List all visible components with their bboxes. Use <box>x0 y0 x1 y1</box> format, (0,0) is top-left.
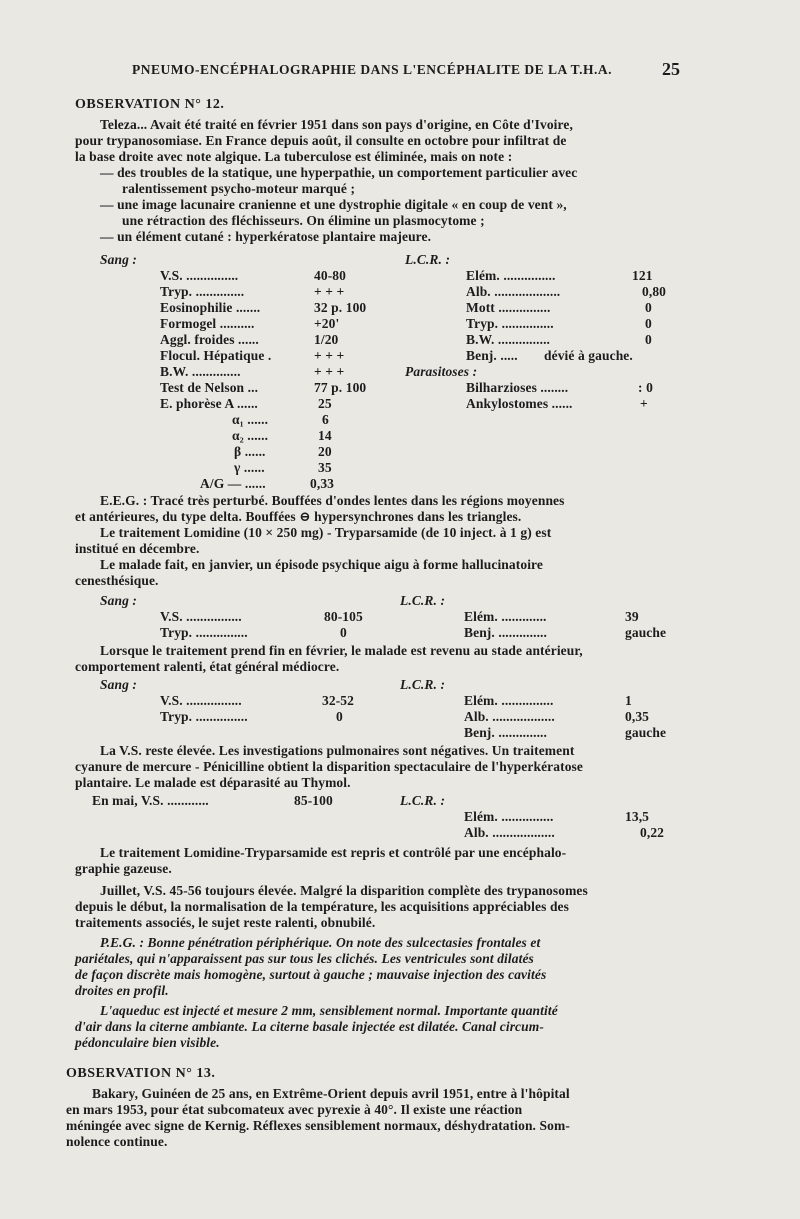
peg-line: de façon discrète mais homogène, surtout à gauche ; mauvaise injection des cavités <box>75 967 547 982</box>
sang-row-label: Tryp. ............... <box>160 709 248 724</box>
vs-elevee-line: La V.S. reste élevée. Les investigations pulmonaires sont négatives. Un traitement <box>100 743 575 758</box>
lcr-row-label: Benj. .............. <box>464 725 547 740</box>
lcr-label: L.C.R. : <box>400 677 446 692</box>
sang-label: Sang : <box>100 593 137 608</box>
sang-row-value: 0 <box>340 625 347 640</box>
aqueduc-line: L'aqueduc est injecté et mesure 2 mm, sensiblement normal. Importante quantité <box>100 1003 558 1018</box>
sang-row-label: β ...... <box>234 444 266 459</box>
juillet-line: Juillet, V.S. 45-56 toujours élevée. Malgré la disparition complète des trypanosomes <box>100 883 588 898</box>
obs13-line: en mars 1953, pour état subcomateux avec pyrexie à 40°. Il existe une réaction <box>66 1102 523 1117</box>
en-mai-label: En mai, V.S. ............ <box>92 793 209 808</box>
sang-row-label: Tryp. ............... <box>160 625 248 640</box>
sang-row-value: 35 <box>318 460 332 475</box>
sang-row-value: 77 p. 100 <box>314 380 367 395</box>
sang-row-value: 25 <box>318 396 332 411</box>
intro-line: pour trypanosomiase. En France depuis août, il consulte en octobre pour infiltrat de <box>75 133 567 148</box>
sang-row-label: V.S. ................ <box>160 609 242 624</box>
sang-row-label: E. phorèse A ...... <box>160 396 258 411</box>
parasitoses-row-value: : 0 <box>638 380 653 395</box>
lcr-row-value: 1 <box>625 693 632 708</box>
obs13-line: Bakary, Guinéen de 25 ans, en Extrême-Orient depuis avril 1951, entre à l'hôpital <box>92 1086 570 1101</box>
lcr-label: L.C.R. : <box>400 593 446 608</box>
lcr-label: L.C.R. : <box>400 793 446 808</box>
lcr-row-label: Elém. ............... <box>464 693 554 708</box>
lcr-row-value: gauche <box>625 725 667 740</box>
running-title: PNEUMO-ENCÉPHALOGRAPHIE DANS L'ENCÉPHALITE DE LA T.H.A. <box>132 62 613 77</box>
sang-row-value: + + + <box>314 348 345 363</box>
eeg-line: E.E.G. : Tracé très perturbé. Bouffées d'ondes lentes dans les régions moyennes <box>100 493 565 508</box>
juillet-line: depuis le début, la normalisation de la température, les acquisitions appréciables des <box>75 899 569 914</box>
parasitoses-row-value: + <box>640 396 648 411</box>
sang-row-value: +20' <box>314 316 340 331</box>
lcr-row-value: 39 <box>625 609 639 624</box>
sang-label: Sang : <box>100 677 137 692</box>
fin-fevrier-line: Lorsque le traitement prend fin en février, le malade est revenu au stade antérieur, <box>100 643 583 658</box>
lcr-row-label: Alb. .................. <box>464 825 555 840</box>
sang-row-value: 14 <box>318 428 332 443</box>
sang-row-label: α₂ ...... <box>232 428 269 443</box>
intro-line: — un élément cutané : hyperkératose plantaire majeure. <box>100 229 432 244</box>
sang-row-label: α₁ ...... <box>232 412 269 427</box>
observation-13-heading: OBSERVATION N° 13. <box>66 1066 216 1081</box>
parasitoses-row-label: Ankylostomes ...... <box>466 396 573 411</box>
lcr-row-value: 0,80 <box>642 284 667 299</box>
intro-line: une rétraction des fléchisseurs. On élimine un plasmocytome ; <box>122 213 485 228</box>
fin-fevrier-line: comportement ralenti, état général médiocre. <box>75 659 340 674</box>
intro-line: la base droite avec note algique. La tuberculose est éliminée, mais on note : <box>75 149 513 164</box>
sang-row-value: + + + <box>314 364 345 379</box>
lcr-row-value: gauche <box>625 625 667 640</box>
sang-row-label: Aggl. froides ...... <box>160 332 259 347</box>
page-number: 25 <box>662 59 680 79</box>
aqueduc-line: pédonculaire bien visible. <box>75 1035 220 1050</box>
reprise-line: graphie gazeuse. <box>75 861 172 876</box>
episode-line: cenesthésique. <box>75 573 159 588</box>
intro-line: — des troubles de la statique, une hyperpathie, un comportement particulier avec <box>100 165 578 180</box>
lcr-row-label: Alb. ................... <box>466 284 561 299</box>
juillet-line: traitements associés, le sujet reste ralenti, obnubilé. <box>75 915 376 930</box>
intro-line: — une image lacunaire cranienne et une dystrophie digitale « en coup de vent », <box>100 197 567 212</box>
sang-row-value: 20 <box>318 444 332 459</box>
vs-elevee-line: plantaire. Le malade est déparasité au Thymol. <box>75 775 351 790</box>
lcr-row-label: B.W. ............... <box>466 332 551 347</box>
lcr-row-value: 0 <box>645 300 652 315</box>
intro-line: ralentissement psycho-moteur marqué ; <box>122 181 356 196</box>
lcr-row-label: Elém. ............... <box>466 268 556 283</box>
sang-row-value: 0,33 <box>310 476 335 491</box>
reprise-line: Le traitement Lomidine-Tryparsamide est repris et contrôlé par une encéphalo- <box>100 845 567 860</box>
lcr-row-value: 0 <box>645 316 652 331</box>
lcr-row-label: Tryp. ............... <box>466 316 554 331</box>
lcr-row-label: Mott ............... <box>466 300 551 315</box>
eeg-line: et antérieures, du type delta. Bouffées ⊖ hypersynchrones dans les triangles. <box>75 509 522 524</box>
treatment-line: Le traitement Lomidine (10 × 250 mg) - Tryparsamide (de 10 inject. à 1 g) est <box>100 525 552 540</box>
peg-line: droites en profil. <box>75 983 169 998</box>
treatment-line: institué en décembre. <box>75 541 200 556</box>
sang-row-value: 80-105 <box>324 609 363 624</box>
peg-line: pariétales, qui n'apparaissent pas sur tous les clichés. Les ventricules sont dilatés <box>75 951 534 966</box>
sang-row-value: + + + <box>314 284 345 299</box>
lcr-row-label: Elém. ............... <box>464 809 554 824</box>
obs13-line: méningée avec signe de Kernig. Réflexes sensiblement normaux, déshydratation. Som- <box>66 1118 570 1133</box>
vs-elevee-line: cyanure de mercure - Pénicilline obtient la disparition spectaculaire de l'hyperkératose <box>75 759 583 774</box>
sang-row-label: V.S. ............... <box>160 268 239 283</box>
sang-row-label: V.S. ................ <box>160 693 242 708</box>
lcr-row-value: 0,22 <box>640 825 665 840</box>
sang-row-label: Eosinophilie ....... <box>160 300 261 315</box>
parasitoses-label: Parasitoses : <box>405 364 478 379</box>
intro-line: Teleza... Avait été traité en février 1951 dans son pays d'origine, en Côte d'Ivoire, <box>100 117 573 132</box>
sang-row-value: 0 <box>336 709 343 724</box>
lcr-row-value: 0,35 <box>625 709 650 724</box>
parasitoses-row-label: Bilharzioses ........ <box>466 380 569 395</box>
observation-12-heading: OBSERVATION N° 12. <box>75 97 225 112</box>
sang-row-label: γ ...... <box>234 460 265 475</box>
lcr-row-label: Alb. .................. <box>464 709 555 724</box>
sang-row-label: Flocul. Hépatique . <box>160 348 272 363</box>
lcr-row-label: Benj. ..... <box>466 348 518 363</box>
sang-row-label: A/G — ...... <box>200 476 266 491</box>
aqueduc-line: d'air dans la citerne ambiante. La citerne basale injectée est dilatée. Canal circum- <box>75 1019 544 1034</box>
lcr-row-value: dévié à gauche. <box>544 348 633 363</box>
lcr-row-label: Elém. ............. <box>464 609 547 624</box>
lcr-row-value: 13,5 <box>625 809 650 824</box>
sang-row-value: 32-52 <box>322 693 354 708</box>
lcr-row-value: 121 <box>632 268 653 283</box>
sang-row-value: 32 p. 100 <box>314 300 367 315</box>
sang-row-value: 6 <box>322 412 329 427</box>
obs13-line: nolence continue. <box>66 1134 168 1149</box>
sang-label: Sang : <box>100 252 137 267</box>
sang-row-label: Tryp. .............. <box>160 284 245 299</box>
sang-row-label: B.W. .............. <box>160 364 241 379</box>
lcr-label: L.C.R. : <box>405 252 451 267</box>
lcr-row-value: 0 <box>645 332 652 347</box>
lcr-row-label: Benj. .............. <box>464 625 547 640</box>
episode-line: Le malade fait, en janvier, un épisode psychique aigu à forme hallucinatoire <box>100 557 543 572</box>
en-mai-value: 85-100 <box>294 793 333 808</box>
sang-row-label: Formogel .......... <box>160 316 255 331</box>
sang-row-label: Test de Nelson ... <box>160 380 259 395</box>
sang-row-value: 1/20 <box>314 332 339 347</box>
peg-line: P.E.G. : Bonne pénétration périphérique. On note des sulcectasies frontales et <box>100 935 541 950</box>
sang-row-value: 40-80 <box>314 268 346 283</box>
